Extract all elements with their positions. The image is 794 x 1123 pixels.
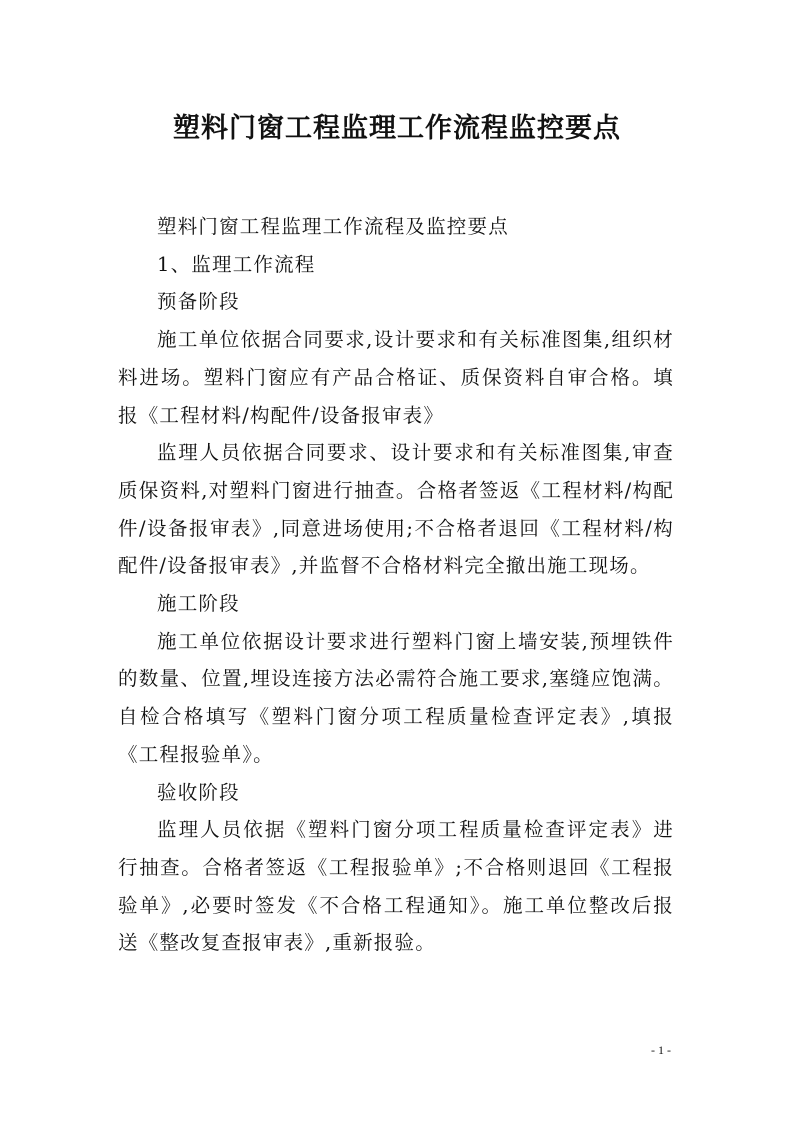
paragraph-subtitle: 塑料门窗工程监理工作流程及监控要点	[157, 215, 509, 238]
document-body	[118, 208, 674, 962]
paragraph-section-heading: 1、监理工作流程	[157, 252, 316, 276]
paragraph: 监理人员依据合同要求、设计要求和有关标准图集,审查质保资料,对塑料门窗进行抽查。合格者签返《工程材料/构配件/设备报审表》,同意进场使用;不合格者退回《工程材料/构配件/设备报审表》,并监督不合格材料完全撤出施工现场。	[118, 441, 674, 578]
paragraph-stage-construction: 施工阶段	[157, 592, 240, 616]
paragraph: 施工单位依据合同要求,设计要求和有关标准图集,组织材料进场。塑料门窗应有产品合格证、质保资料自审合格。填报《工程材料/构配件/设备报审表》	[118, 328, 674, 427]
paragraph: 监理人员依据《塑料门窗分项工程质量检查评定表》进行抽查。合格者签返《工程报验单》;不合格则退回《工程报验单》,必要时签发《不合格工程通知》。施工单位整改后报送《整改复查报审表》,重新报验。	[118, 818, 674, 955]
paragraph-stage-preparation: 预备阶段	[157, 290, 240, 314]
document-title: 塑料门窗工程监理工作流程监控要点	[173, 113, 621, 144]
page-number: - 1 -	[651, 1043, 671, 1057]
paragraph-stage-acceptance: 验收阶段	[157, 780, 240, 804]
paragraph: 施工单位依据设计要求进行塑料门窗上墙安装,预埋铁件的数量、位置,埋设连接方法必需符合施工要求,塞缝应饱满。自检合格填写《塑料门窗分项工程质量检查评定表》,填报《工程报验单》。	[118, 629, 674, 766]
